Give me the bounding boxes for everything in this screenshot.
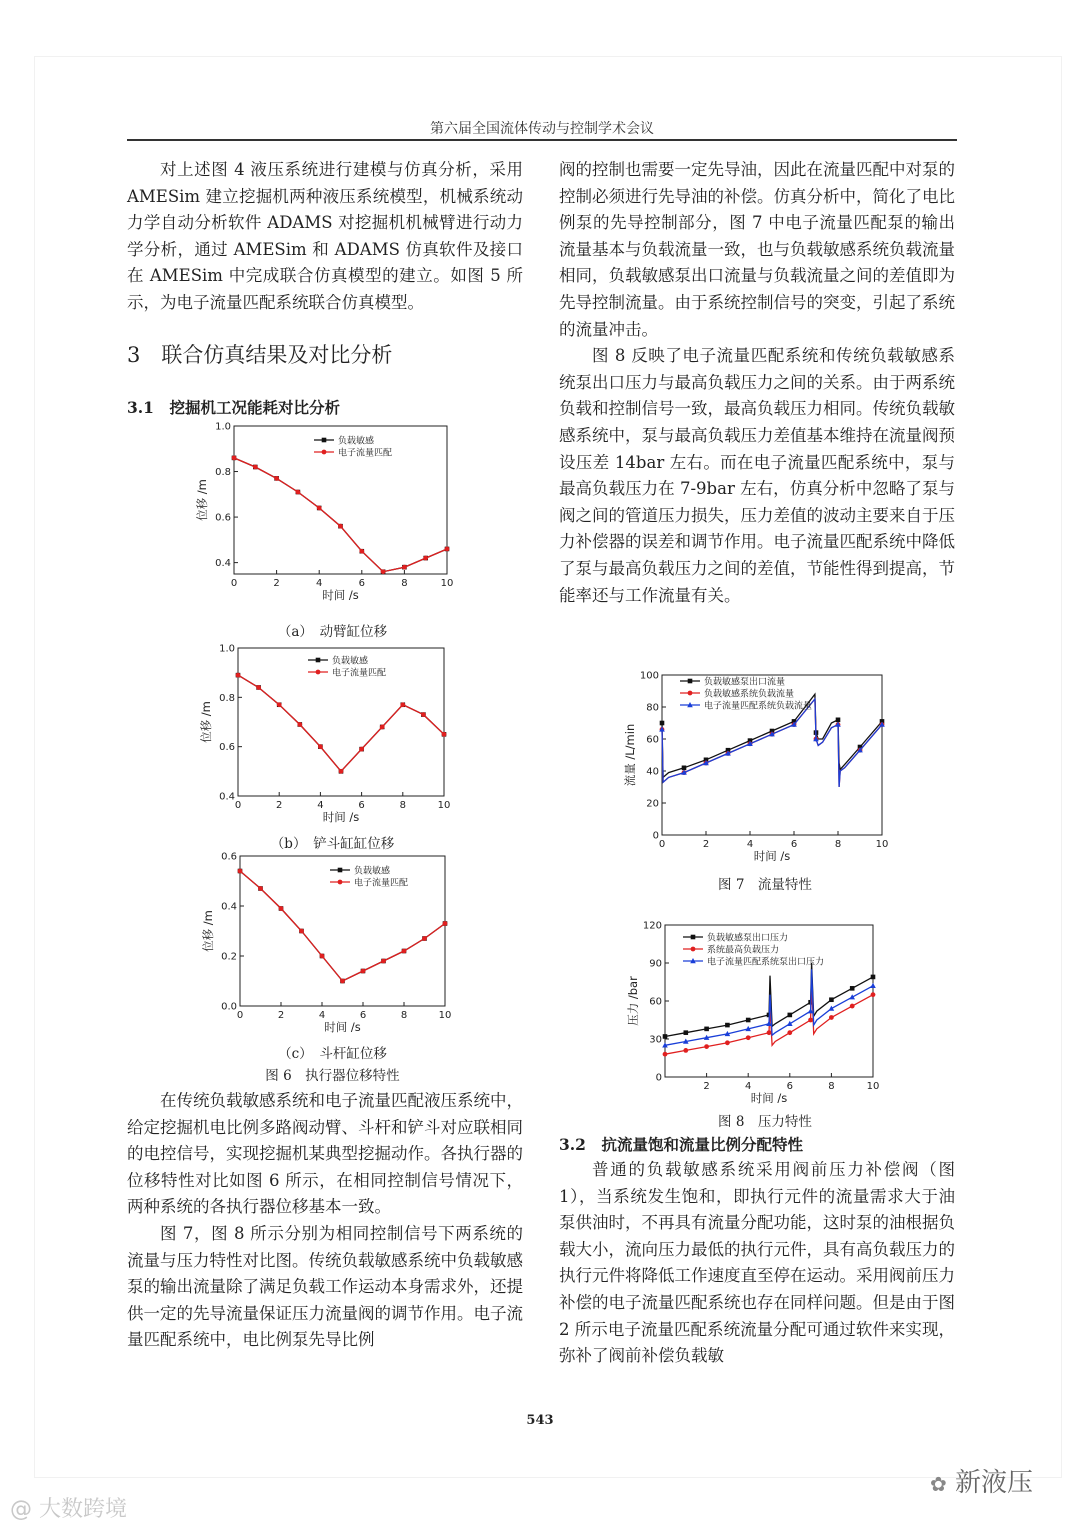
fig6c-legend-label: 电子流量匹配 — [354, 878, 409, 889]
fig8-series-2-point — [871, 992, 876, 997]
left-para-2: 在传统负载敏感系统和电子流量匹配液压系统中，给定挖掘机电比例多路阀动臂、斗杆和铲斗对应联相同的电控信号，实现挖掘机某典型挖掘动作。各执行器的位移特性对比如图 6 所示，在相同控制信号情况下，两种系统的各执行器位移基本一致。 — [127, 1091, 523, 1217]
left-para-3: 图 7，图 8 所示分别为相同控制信号下两系统的流量与压力特性对比图。传统负载敏感系统中负载敏感泵的输出流量除了满足负载工作运动本身需求外，还提供一定的先导流量保证压力流量阀的调节作用。电子流量匹配系统中，电比例泵先导比例 — [127, 1223, 523, 1350]
section-3-heading: 3 联合仿真结果及对比分析 — [127, 343, 393, 367]
fig8-ytick-label: 120 — [642, 920, 662, 932]
fig6a-xlabel: 时间 /s — [322, 588, 359, 602]
fig7-ytick-label: 60 — [646, 734, 659, 746]
fig7-series-1-point — [836, 718, 841, 723]
fig6b-ylabel: 位移 /m — [199, 701, 213, 743]
fig7-ytick-label: 20 — [646, 798, 659, 810]
fig6a-series-line-2 — [234, 458, 447, 572]
fig6a-series-2-point — [274, 476, 279, 481]
right-column-top-block — [559, 157, 955, 609]
fig8-series-1-point — [746, 1018, 751, 1023]
fig7-legend-marker — [688, 679, 693, 684]
fig6a-series-2-point — [381, 569, 386, 574]
fig6c-series-2-point — [443, 921, 448, 926]
fig6a-series-2-point — [423, 556, 428, 561]
fig7-xtick-label: 0 — [658, 839, 666, 850]
fig6c-xlabel: 时间 /s — [324, 1020, 361, 1034]
fig8-series-2-point — [725, 1040, 730, 1045]
fig7-xtick-label: 10 — [875, 839, 889, 850]
fig6b-xtick-label: 10 — [437, 800, 451, 811]
fig8-series-2-point — [663, 1052, 668, 1057]
fig6b-series-2-point — [442, 732, 447, 737]
fig6c-xtick-label: 10 — [438, 1010, 452, 1021]
fig8-series-2-point — [704, 1044, 709, 1049]
fig7-ytick-label: 100 — [639, 670, 659, 682]
header-rule — [127, 139, 957, 141]
fig7-legend-label: 电子流量匹配系统负载流量 — [704, 701, 813, 712]
fig6b-series-2-point — [400, 702, 405, 707]
fig8-xlabel: 时间 /s — [750, 1091, 788, 1105]
fig6c-legend-marker — [338, 868, 343, 873]
subsection-3-1-heading: 3.1 挖掘机工况能耗对比分析 — [127, 398, 340, 417]
fig6a-legend-label: 负载敏感 — [338, 436, 375, 447]
fig6b-legend-label: 负载敏感 — [332, 656, 369, 667]
fig7-xtick-label: 6 — [790, 839, 798, 850]
fig6a-legend-marker — [322, 450, 327, 455]
fig7-series-1-point — [660, 721, 665, 726]
fig6c-series-2-point — [340, 979, 345, 984]
fig6a-legend-marker — [322, 438, 327, 443]
fig6b-series-2-point — [256, 685, 261, 690]
fig6a-xtick-label: 6 — [358, 578, 365, 589]
fig6b-xtick-label: 6 — [358, 800, 365, 811]
fig7-ytick-label: 40 — [646, 766, 659, 778]
fig8-xtick-label: 10 — [866, 1081, 880, 1092]
fig8-caption: 图 8 压力特性 — [718, 1114, 812, 1130]
fig8-series-1-point — [663, 1034, 668, 1039]
fig6a-ylabel: 位移 /m — [195, 479, 209, 521]
fig7-series-line-3 — [662, 699, 882, 787]
fig8-series-1-point — [704, 1027, 709, 1032]
fig6b-series-2-point — [318, 744, 323, 749]
fig6a-xtick-label: 8 — [401, 578, 408, 589]
fig6a-chart — [190, 420, 465, 618]
fig6b-series-line-2 — [238, 675, 444, 771]
fig6b-legend-label: 电子流量匹配 — [332, 668, 387, 679]
fig7-legend-label: 负载敏感泵出口流量 — [704, 677, 786, 688]
fig6c-xtick-label: 8 — [400, 1010, 408, 1021]
right-para-3: 普通的负载敏感系统采用阀前压力补偿阀（图 1），当系统发生饱和，即执行元件的流量需求大于油泵供油时，不再具有流量分配功能，这时泵的油根据负载大小，流向压力最低的执行元件，具有高负载压力的执行元件将降低工作速度直至停在运动。采用阀前压力补偿的电子流量匹配系统也存在同样问题。但是由于图 2 所示电子流量匹配系统流量分配可通过软件来实现，弥补了阀前补偿负载敏 — [559, 1160, 955, 1366]
fig6c-series-2-point — [279, 906, 284, 911]
fig6a-series-2-point — [296, 490, 301, 495]
fig6c-ytick-label: 0.0 — [221, 1001, 237, 1013]
fig8-series-2-point — [683, 1048, 688, 1053]
fig7-chart — [618, 650, 898, 868]
fig6c-series-2-point — [361, 969, 366, 974]
fig8-ytick-label: 90 — [649, 958, 662, 970]
fig6b-ytick-label: 0.6 — [219, 742, 235, 754]
fig6b-xtick-label: 2 — [276, 800, 283, 811]
fig6a-ytick-label: 0.4 — [215, 558, 231, 570]
subsection-3-2-heading: 3.2 抗流量饱和流量比例分配特性 — [559, 1135, 803, 1154]
fig6c-caption: （c） 斗杆缸位移 — [278, 1046, 387, 1062]
fig8-series-3-point — [870, 983, 876, 988]
fig6a-series-2-point — [402, 565, 407, 570]
fig6a-series-line-1 — [234, 458, 447, 572]
watermark-left: @ 大数跨境 — [10, 1497, 127, 1522]
fig6a-ytick-label: 1.0 — [215, 421, 231, 433]
fig6c-series-2-point — [381, 959, 386, 964]
fig6a-series-2-point — [445, 547, 450, 552]
fig6b-chart — [190, 642, 465, 830]
fig8-ylabel: 压力 /bar — [626, 976, 640, 1026]
fig8-legend-marker — [691, 947, 696, 952]
fig8-legend-label: 电子流量匹配系统泵出口压力 — [707, 957, 825, 968]
fig6a-xtick-label: 10 — [440, 578, 454, 589]
fig8-ytick-label: 60 — [649, 996, 662, 1008]
fig8-ytick-label: 30 — [649, 1034, 662, 1046]
fig8-series-1-point — [871, 975, 876, 980]
fig6b-ytick-label: 0.4 — [219, 791, 235, 803]
fig6a-series-2-point — [232, 455, 237, 460]
fig6a-series-2-point — [338, 524, 343, 529]
fig8-xtick-label: 4 — [745, 1081, 752, 1092]
fig6c-series-2-point — [402, 949, 407, 954]
fig6c-series-2-point — [238, 869, 243, 874]
fig6a-series-2-point — [253, 465, 258, 470]
left-column-bottom-block — [127, 1088, 523, 1354]
fig6c-xtick-label: 6 — [359, 1010, 367, 1021]
fig6b-ytick-label: 0.8 — [219, 692, 235, 704]
fig8-series-2-point — [808, 1018, 813, 1023]
fig6c-series-2-point — [258, 886, 263, 891]
fig8-chart — [618, 915, 898, 1105]
fig8-xtick-label: 8 — [828, 1081, 835, 1092]
fig6c-xtick-label: 2 — [277, 1010, 285, 1021]
fig6b-legend-marker — [316, 658, 321, 663]
page-number: 543 — [526, 1413, 554, 1428]
fig6b-series-2-point — [359, 747, 364, 752]
fig6c-legend-label: 负载敏感 — [354, 866, 391, 877]
fig8-series-2-point — [787, 1030, 792, 1035]
right-column-bottom-block — [559, 1157, 955, 1370]
fig6b-series-2-point — [297, 722, 302, 727]
fig6a-xtick-label: 0 — [230, 578, 238, 589]
fig6c-legend-marker — [338, 880, 343, 885]
fig6b-series-2-point — [421, 712, 426, 717]
fig8-series-2-point — [829, 1015, 834, 1020]
fig6b-xlabel: 时间 /s — [322, 810, 360, 824]
running-header: 第六届全国流体传动与控制学术会议 — [430, 121, 654, 137]
fig7-caption: 图 7 流量特性 — [718, 877, 812, 893]
fig6b-series-2-point — [277, 702, 282, 707]
fig6c-chart — [190, 850, 465, 1040]
fig7-xtick-label: 2 — [702, 839, 710, 850]
fig6b-series-2-point — [380, 725, 385, 730]
fig6a-ytick-label: 0.6 — [215, 512, 231, 524]
fig7-xtick-label: 4 — [746, 839, 754, 850]
fig7-ylabel: 流量 /L/min — [623, 723, 637, 787]
fig6c-series-line-2 — [240, 871, 445, 981]
fig8-series-3-point — [787, 1021, 793, 1026]
fig8-series-2-point — [746, 1035, 751, 1040]
fig6c-xtick-label: 0 — [236, 1010, 244, 1021]
fig8-series-2-point — [850, 1004, 855, 1009]
fig6b-xtick-label: 4 — [317, 800, 324, 811]
fig6b-xtick-label: 8 — [399, 800, 406, 811]
fig6a-xtick-label: 4 — [316, 578, 323, 589]
fig7-ytick-label: 80 — [646, 702, 659, 714]
fig6a-series-2-point — [359, 549, 364, 554]
fig6a-ytick-label: 0.8 — [215, 467, 231, 479]
wechat-icon: ✿ — [930, 1472, 947, 1496]
fig7-legend-label: 负载敏感系统负载流量 — [704, 689, 795, 700]
fig8-series-1-point — [684, 1030, 689, 1035]
fig6c-plot-frame — [240, 856, 445, 1006]
watermark-right-text: 新液压 — [955, 1468, 1034, 1498]
fig8-ytick-label: 0 — [655, 1072, 662, 1084]
fig6c-series-2-point — [422, 936, 427, 941]
fig7-series-line-2 — [662, 699, 882, 787]
fig8-xtick-label: 2 — [703, 1081, 710, 1092]
watermark-right — [930, 1462, 1033, 1499]
fig6b-caption: （b） 铲斗缸缸位移 — [270, 836, 395, 852]
fig7-xtick-label: 8 — [834, 839, 842, 850]
fig7-series-1-point — [682, 766, 687, 771]
fig7-ytick-label: 0 — [652, 830, 659, 842]
fig8-legend-label: 负载敏感泵出口压力 — [707, 933, 789, 944]
fig8-series-1-point — [788, 1013, 793, 1018]
fig6c-xtick-label: 4 — [318, 1010, 326, 1021]
fig8-legend-marker — [691, 935, 696, 940]
fig6c-series-line-1 — [240, 871, 445, 981]
fig8-series-1-point — [850, 986, 855, 991]
fig6c-ytick-label: 0.6 — [221, 851, 237, 863]
fig6-title: 图 6 执行器位移特性 — [265, 1068, 400, 1084]
fig6a-caption: （a） 动臂缸位移 — [277, 624, 388, 640]
fig7-legend-marker — [688, 691, 693, 696]
fig8-legend-label: 系统最高负载压力 — [707, 945, 780, 956]
right-para-1: 阀的控制也需要一定先导油，因此在流量匹配中对泵的控制必须进行先导油的补偿。仿真分析中，简化了电比例泵的先导控制部分，图 7 中电子流量匹配泵的输出流量基本与负载流量一致，也与负载敏感系统负载流量相同，负载敏感泵出口流量与负载流量之间的差值即为先导控制流量。由于系统控制信号的突变，引起了系统的流量冲击。 — [559, 160, 955, 339]
fig7-xlabel: 时间 /s — [753, 849, 791, 863]
fig6b-xtick-label: 0 — [234, 800, 242, 811]
fig8-series-2-point — [767, 1030, 772, 1035]
fig6c-ytick-label: 0.4 — [221, 901, 237, 913]
fig6b-series-line-1 — [238, 675, 444, 771]
fig6c-ytick-label: 0.2 — [221, 951, 237, 963]
fig8-series-1-point — [725, 1023, 730, 1028]
left-column-para1-block — [127, 157, 523, 317]
fig6b-series-2-point — [339, 769, 344, 774]
fig8-series-1-point — [829, 997, 834, 1002]
left-para-1: 对上述图 4 液压系统进行建模与仿真分析，采用 AMESim 建立挖掘机两种液压系统模型，机械系统动力学自动分析软件 ADAMS 对挖掘机机械臂进行动力学分析，通过 AMESim 和 ADAMS 仿真软件及接口在 AMESim 中完成联合仿真模型的建立。如图 5 所示，为电子流量匹配系统联合仿真模型。 — [127, 160, 523, 312]
fig8-xtick-label: 6 — [786, 1081, 793, 1092]
fig6a-legend-label: 电子流量匹配 — [338, 448, 393, 459]
fig6b-legend-marker — [316, 670, 321, 675]
fig6b-series-2-point — [236, 673, 241, 678]
right-para-2: 图 8 反映了电子流量匹配系统和传统负载敏感系统泵出口压力与最高负载压力之间的关系。由于两系统负载和控制信号一致，最高负载压力相同。传统负载敏感系统中，泵与最高负载压力差值基本维持在流量阀预设压差 14bar 左右。而在电子流量匹配系统中，泵与最高负载压力在 7-9bar 左右，仿真分析中忽略了泵与阀之间的管道压力损失，压力差值的波动主要来自于压力补偿器的误差和调节作用。电子流量匹配系统中降低了泵与最高负载压力之间的差值，节能性得到提高，节能率还与工作流量有关。 — [559, 346, 955, 605]
fig6c-series-2-point — [299, 929, 304, 934]
fig6a-series-2-point — [317, 506, 322, 511]
fig6c-ylabel: 位移 /m — [201, 910, 215, 952]
fig6b-ytick-label: 1.0 — [219, 643, 235, 655]
fig6c-series-2-point — [320, 954, 325, 959]
fig6a-xtick-label: 2 — [273, 578, 280, 589]
